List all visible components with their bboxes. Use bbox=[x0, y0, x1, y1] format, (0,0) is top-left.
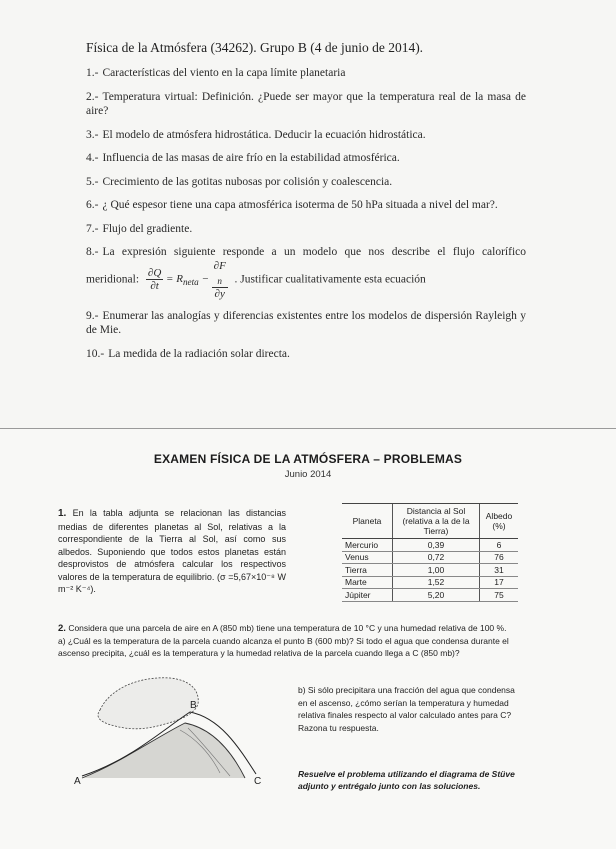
problem-1: 1. En la tabla adjunta se relacionan las distancias medias de diferentes planetas al Sol, relativas a la correspondiente de la Tierra al Sol, así como sus albedos. Suponiendo que todos estos planetas están desprovistos de atmósfera calcular los respectivos valores de la temperatura de equilibrio. (σ =5,67×10⁻⁸ W m⁻² K⁻⁴). bbox=[58, 508, 286, 594]
question-list bbox=[86, 66, 526, 370]
point-a-label: A bbox=[74, 776, 81, 787]
table-row: Júpiter 5,20 75 bbox=[342, 589, 518, 602]
heat-flux-formula: $\frac{\partial Q}{\partial t}$ = $R_{neta}$ − ∂F $_n$ ∂y bbox=[147, 259, 226, 300]
exam-title: Física de la Atmósfera (34262). Grupo B (4 de junio de 2014). bbox=[86, 40, 424, 55]
table-header-row bbox=[342, 504, 518, 539]
problem-2b: b) Si sólo precipitara una fracción del agua que condensa en el ascenso, ¿cómo serían la temperatura y humedad relativa finales respecto al valor calculado antes para C? Razona tu respuesta. bbox=[298, 685, 515, 733]
table-row: Marte 1,52 17 bbox=[342, 576, 518, 589]
header-planet: Planeta bbox=[342, 504, 393, 539]
question-6: 6.- ¿ Qué espesor tiene una capa atmosférica isoterma de 50 hPa situada a nivel del mar?. bbox=[86, 199, 498, 211]
question-2: 2.- Temperatura virtual: Definición. ¿Puede ser mayor que la temperatura real de la masa de aire? bbox=[86, 90, 526, 117]
stuve-note: Resuelve el problema utilizando el diagrama de Stüve adjunto y entrégalo junto con las soluciones. bbox=[298, 769, 515, 791]
header-albedo: Albedo (%) bbox=[480, 504, 519, 539]
question-3: 3.- El modelo de atmósfera hidrostática. Deducir la ecuación hidrostática. bbox=[86, 128, 426, 141]
problem-2: 2. Considera que una parcela de aire en A (850 mb) tiene una temperatura de 10 °C y una humedad relativa de 100 %. a) ¿Cuál es la temperatura de la parcela cuando alcanza el punto B (600 mb)? Si todo el agua que condensa durante el ascenso precipita, ¿cuál es la temperatura y la humedad relativa de la parcela cuando llega a C (850 mb)? bbox=[58, 623, 509, 658]
header-distance: Distancia al Sol (relativa a la de la Tierra) bbox=[393, 504, 480, 539]
mountain-diagram bbox=[60, 668, 290, 798]
question-8: 8.- La expresión siguiente responde a un modelo que nos describe el flujo calorífico meridional: $\frac{\partial Q}{\partial t}$ = $R_{neta}$ − ∂F $_n$ ∂y . Justificar cualitativamente esta ecuación bbox=[86, 246, 526, 300]
question-7: 7.- Flujo del gradiente. bbox=[86, 222, 193, 235]
problems-subtitle: Junio 2014 bbox=[284, 469, 332, 480]
question-4: 4.- Influencia de las masas de aire frío en la estabilidad atmosférica. bbox=[86, 152, 400, 164]
question-5: 5.- Crecimiento de las gotitas nubosas por colisión y coalescencia. bbox=[86, 175, 393, 188]
question-1: 1.- Características del viento en la capa límite planetaria bbox=[86, 67, 346, 79]
table-row: Mercurio 0,39 6 bbox=[342, 539, 518, 552]
question-10: 10.- La medida de la radiación solar directa. bbox=[86, 347, 290, 360]
point-c-label: C bbox=[254, 776, 262, 787]
point-b-label: B bbox=[190, 700, 197, 711]
problems-title: EXAMEN FÍSICA DE LA ATMÓSFERA – PROBLEMAS bbox=[153, 452, 463, 466]
planets-table bbox=[342, 503, 518, 602]
table-row: Tierra 1,00 31 bbox=[342, 564, 518, 577]
table-row: Venus 0,72 76 bbox=[342, 551, 518, 564]
cloud-outline bbox=[98, 678, 198, 729]
question-9: 9.- Enumerar las analogías y diferencias existentes entre los modelos de dispersión Rayleigh y de Mie. bbox=[86, 309, 526, 337]
